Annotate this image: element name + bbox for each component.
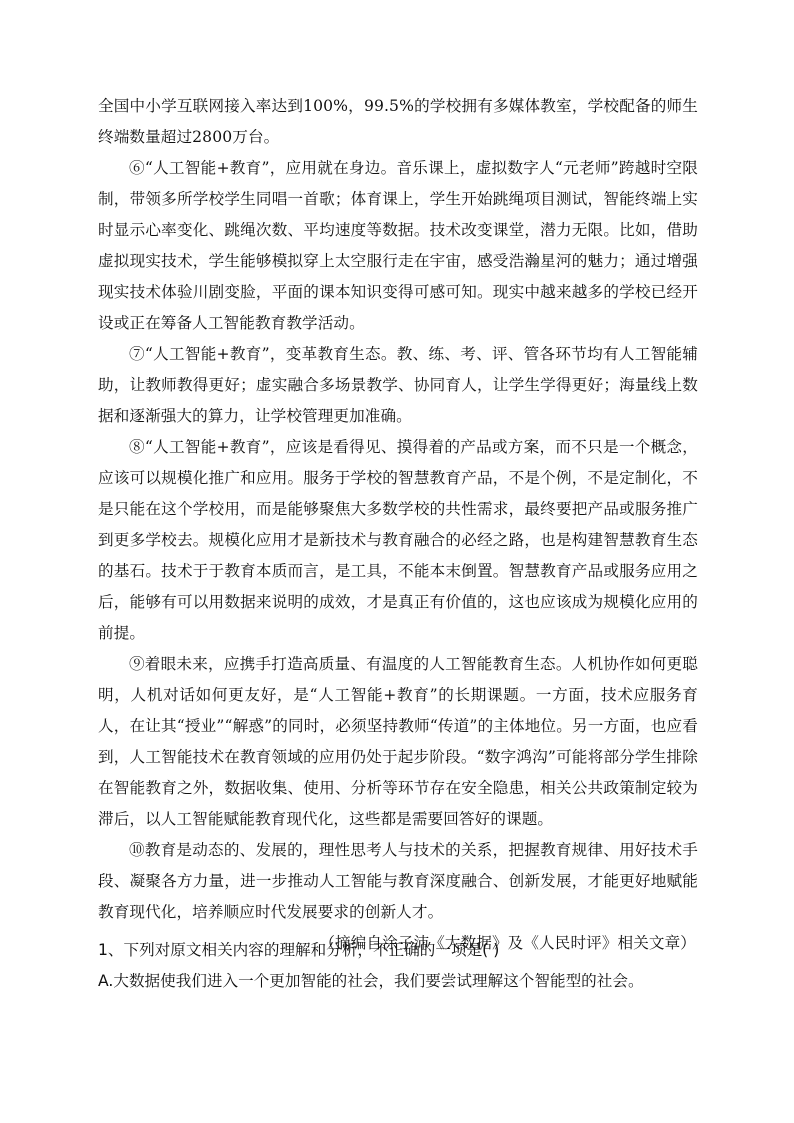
question-1-stem: 1、下列对原文相关内容的理解和分析，不正确的一项是( ) <box>98 941 500 959</box>
paragraph-continued: 全国中小学互联网接入率达到100%，99.5%的学校拥有多媒体教室，学校配备的师生终端数量超过2800万台。 <box>98 97 698 146</box>
paragraph-10: ⑩教育是动态的、发展的，理性思考人与技术的关系，把握教育规律、用好技术手段、凝聚各方力量，进一步推动人工智能与教育深度融合、创新发展，才能更好地赋能教育现代化，培养顺应时代发展要求的创新人才。 <box>98 841 698 921</box>
question-section <box>98 935 698 997</box>
paragraph-7: ⑦“人工智能+教育”，变革教育生态。教、练、考、评、管各环节均有人工智能辅助，让教师教得更好；虚实融合多场景教学、协同育人，让学生学得更好；海量线上数据和逐渐强大的算力，让学校管理更加准确。 <box>98 345 698 425</box>
paragraph-9: ⑨着眼未来，应携手打造高质量、有温度的人工智能教育生态。人机协作如何更聪明，人机对话如何更友好，是“人工智能+教育”的长期课题。一方面，技术应服务育人，在让其“授业”“解惑”的同时，必须坚持教师“传道”的主体地位。另一方面，也应看到，人工智能技术在教育领域的应用仍处于起步阶段。“数字鸿沟”可能将部分学生排除在智能教育之外，数据收集、使用、分析等环节存在安全隐患，相关公共政策制定较为滞后，以人工智能赋能教育现代化，这些都是需要回答好的课题。 <box>98 655 698 828</box>
article-body <box>98 91 698 959</box>
paragraph-8: ⑧“人工智能+教育”，应该是看得见、摸得着的产品或方案，而不只是一个概念，应该可以规模化推广和应用。服务于学校的智慧教育产品，不是个例，不是定制化，不是只能在这个学校用，而是能够聚焦大多数学校的共性需求，最终要把产品或服务推广到更多学校去。规模化应用才是新技术与教育融合的必经之路，也是构建智慧教育生态的基石。技术于于教育本质而言，是工具，不能本末倒置。智慧教育产品或服务应用之后，能够有可以用数据来说明的成效，才是真正有价值的，这也应该成为规模化应用的前提。 <box>98 438 698 642</box>
source-citation: （摘编自涂子沛《大数据》及《人民时评》相关文章） <box>319 934 696 952</box>
paragraph-6: ⑥“人工智能+教育”，应用就在身边。音乐课上，虚拟数字人“元老师”跨越时空限制，带领多所学校学生同唱一首歌；体育课上，学生开始跳绳项目测试，智能终端上实时显示心率变化、跳绳次数、平均速度等数据。技术改变课堂，潜力无限。比如，借助虚拟现实技术，学生能够模拟穿上太空服行走在宇宙，感受浩瀚星河的魅力；通过增强现实技术体验川剧变脸，平面的课本知识变得可感可知。现实中越来越多的学校已经开设或正在筹备人工智能教育教学活动。 <box>98 159 698 332</box>
question-1-option-a: A.大数据使我们进入一个更加智能的社会，我们要尝试理解这个智能型的社会。 <box>98 972 644 990</box>
